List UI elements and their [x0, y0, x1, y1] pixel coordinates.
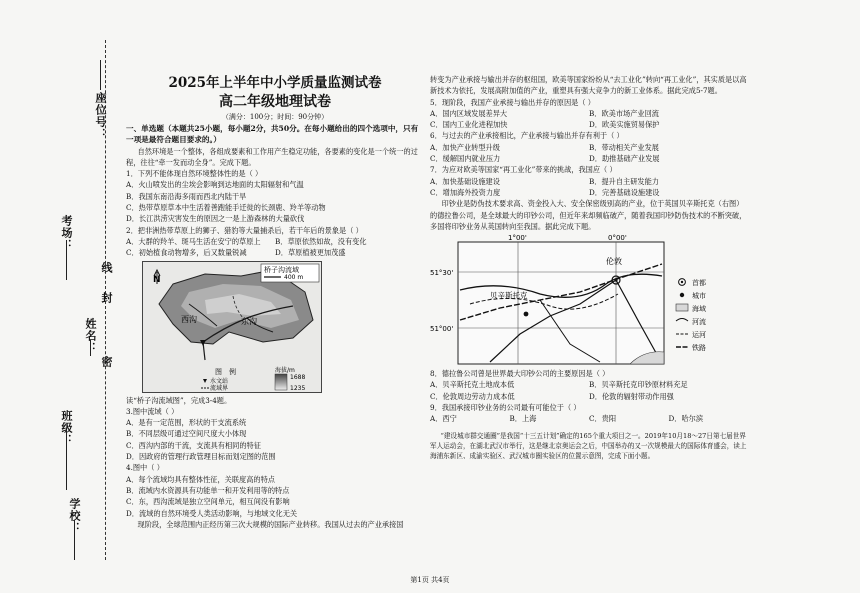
lat-label-1: 51°30' — [430, 269, 454, 278]
london-label: 伦敦 — [606, 257, 622, 267]
q7-option-a[interactable]: A．加快基础设施建设 — [430, 176, 500, 186]
legend-canal: 运河 — [692, 331, 706, 340]
north-arrow: N — [153, 274, 161, 285]
seat-blank[interactable] — [100, 60, 101, 90]
q3-option-b[interactable]: B．不同层级可通过空间尺度大小体现 — [126, 429, 247, 439]
q7-option-c[interactable]: C．增加海外投资力度 — [430, 187, 501, 197]
legend-title: 图 例 — [215, 367, 236, 376]
binding-strip — [0, 0, 118, 593]
q9-option-b[interactable]: B．上海 — [509, 414, 537, 424]
q7-option-d[interactable]: D．完善基础设施建设 — [589, 187, 660, 197]
q3-option-c[interactable]: C．西沟内部的干流，支流具有相同的特征 — [126, 440, 261, 450]
altitude-low: 1235 — [290, 384, 306, 392]
q1-option-a[interactable]: A．火山喷发出的尘埃会影响到达地面的太阳辐射和气温 — [126, 180, 304, 190]
basingstoke-map — [430, 234, 748, 366]
q2-option-d[interactable]: D．草原植被更加茂盛 — [275, 248, 346, 258]
map-left-scale: 400 m — [284, 273, 304, 281]
q5-option-d[interactable]: D．欧美实施贸易保护 — [589, 120, 660, 130]
exam-room-label: 考场： — [60, 215, 73, 251]
q10-intro: “建设城市群交通圈”是我国“十三五计划”确定的165个重大项目之一。2019年10月18～27日第七届世界军人运动会，在湖北武汉市举行，这是继北京奥运会之后，中国举办的又一次规模最大的国际体育盛会，读上海浦东新区、成渝实验区、武汉城市圈实验区的位置示意图，完成下面小题。 — [430, 431, 747, 461]
q9-stem: 9．我国承接印钞业务的公司最有可能位于（ ） — [430, 403, 581, 413]
exam-title: 2025年上半年中小学质量监测试卷 — [168, 75, 382, 91]
basingstoke-marker — [524, 312, 529, 317]
altitude-high: 1688 — [290, 373, 306, 381]
lat-label-2: 51°00' — [430, 325, 454, 334]
q1-stem: 1．下列不能体现自然环境整体性的是（ ） — [126, 169, 263, 179]
q2-option-c[interactable]: C．初始植食动物增多，后又数量锐减 — [126, 248, 247, 258]
q6-option-c[interactable]: C．缓解国内就业压力 — [430, 154, 501, 164]
legend-railway: 铁路 — [692, 344, 706, 353]
line-mark: 线 — [100, 262, 113, 274]
left-column — [126, 74, 424, 530]
q2-option-a[interactable]: A．大群的羚羊、斑马生活在安宁的草原上 — [126, 236, 261, 246]
q7-stem: 7．为应对欧美等国家“再工业化”带来的挑战，我国应（ ） — [430, 165, 617, 175]
q6-option-d[interactable]: D．助推基础产业发展 — [589, 154, 660, 164]
section-heading: 一、单选题（本题共25小题，每小题2分，共50分。在每小题给出的四个选项中，只有一项是最符合题目要求的。） — [126, 124, 419, 145]
q6-stem: 6．与过去的产业承接相比，产业承接与输出并存有利于（ ） — [430, 131, 624, 141]
seat-label: 座位号： — [94, 92, 107, 140]
map-left-title: 桥子沟流域 — [264, 265, 299, 274]
q3-4-intro: 读“桥子沟流域图”，完成3-4题。 — [126, 395, 232, 405]
school-blank[interactable] — [74, 520, 75, 560]
exam-room-blank[interactable] — [66, 240, 67, 280]
q8-option-d[interactable]: D．伦敦的辐射带动作用强 — [589, 391, 674, 401]
q6-option-a[interactable]: A．加快产业转型升级 — [430, 142, 500, 152]
class-blank[interactable] — [66, 430, 67, 490]
q4-stem: 4.图中（ ） — [126, 463, 164, 473]
q6-option-b[interactable]: B．带动相关产业发展 — [589, 142, 659, 152]
q5-option-a[interactable]: A．国内区域发展差异大 — [430, 108, 508, 118]
secret-mark: 密 — [100, 356, 113, 368]
legend-city: 城市 — [692, 292, 706, 301]
q2-option-b[interactable]: B．草原依然如故，没有变化 — [275, 236, 367, 246]
q5-option-b[interactable]: B．欧美市场产业回流 — [589, 108, 659, 118]
lon-label-2: 0°00' — [608, 234, 627, 243]
class-label: 班级： — [60, 410, 73, 446]
q1-2-intro: 自然环境是一个整体，各组成要素和工作用产生稳定功能，各要素的变化是一个统一的过程，往往“牵一发而动全身”。完成下题。 — [126, 146, 418, 167]
q5-option-c[interactable]: C．国内工业化进程加快 — [430, 120, 508, 130]
q9-option-d[interactable]: D．哈尔滨 — [668, 414, 704, 424]
q4-option-c[interactable]: C．东，西沟流域是独立空间单元，相互间没有影响 — [126, 497, 290, 507]
legend-sea: 海域 — [692, 305, 706, 314]
q8-option-b[interactable]: B．贝辛斯托克印钞原材料充足 — [589, 380, 688, 390]
q3-stem: 3.图中流域（ ） — [126, 406, 179, 416]
seal-mark: 封 — [100, 292, 113, 304]
q4-option-a[interactable]: A．每个流域均具有整体性征，关联度高的特点 — [126, 474, 275, 484]
q9-option-a[interactable]: A．西宁 — [430, 414, 457, 424]
q3-option-a[interactable]: A．是有一定范围，形状的干支流系统 — [126, 418, 247, 428]
name-blank[interactable] — [90, 340, 91, 356]
q8-option-a[interactable]: A．贝辛斯托克土地成本低 — [430, 380, 515, 390]
q1-option-d[interactable]: D．长江洪涝灾害发生的原因之一是上游森林的大量砍伐 — [126, 214, 305, 224]
page-footer: 第1页 共4页 — [410, 576, 450, 584]
west-gully-label: 西沟 — [181, 314, 197, 324]
lon-label-1: 1°00' — [508, 234, 527, 243]
q5-stem: 5．现阶段，我国产业承接与输出并存的原因是（ ） — [430, 97, 595, 107]
q9-option-c[interactable]: C．贵阳 — [589, 414, 617, 424]
qiaozigou-basin-map — [142, 261, 322, 393]
q4-option-b[interactable]: B．流域内水资源具有功能单一和开发利用等的特点 — [126, 485, 290, 495]
legend-altitude: 海拔/m — [275, 366, 295, 374]
legend-river: 河流 — [692, 318, 706, 327]
q5-7-intro-start: 现阶段，全球范围内正经历第三次大规模的国际产业转移。我国从过去的产业承接国 — [137, 519, 404, 529]
q5-7-intro-cont: 转变为产业承接与输出并存的枢纽国，欧美等国家纷纷从“去工业化”转向“再工业化”，其实质是以高新技术为依托，发展高附加值的产业，重塑具有强大竞争力的新工业体系。据此完成5-7题。 — [430, 75, 747, 96]
basingstoke-label: 贝辛斯托克 — [490, 291, 528, 301]
legend-capital: 首都 — [692, 279, 706, 288]
school-label: 学校： — [68, 498, 81, 534]
legend-station: 水文站 — [210, 377, 229, 385]
q2-stem: 2．把非洲热带草原上的狮子、猎豹等大量捕杀后，若干年后的景象是（ ） — [126, 225, 363, 235]
name-label: 姓名： — [84, 318, 97, 354]
q8-stem: 8．德拉鲁公司曾是世界最大印钞公司的主要原因是（ ） — [430, 369, 610, 379]
q4-option-d[interactable]: D．流域的自然环境受人类活动影响，与地域文化无关 — [126, 508, 298, 518]
q8-9-intro: 印钞业是防伪技术要求高、资金投入大、安全保密级别高的产业，位于英国贝辛斯托克（右图）的德拉鲁公司，是全球最大的印钞公司，但近年来却频临破产，随着我国印钞防伪技术的不断突破，多国将印钞业务从英国转向至我国。据此完成下题。 — [430, 199, 747, 231]
exam-meta: （满分：100分；时间：90分钟） — [221, 113, 329, 121]
exam-subtitle: 高二年级地理试卷 — [219, 94, 331, 110]
q8-option-c[interactable]: C．伦敦周边劳动力成本低 — [430, 391, 515, 401]
legend-boundary: 流域界 — [210, 384, 229, 392]
q7-option-b[interactable]: B．提升自主研发能力 — [589, 176, 659, 186]
q1-option-b[interactable]: B．我国东南沿海多雨而西北内陆干旱 — [126, 191, 247, 201]
q3-option-d[interactable]: D．因政府的管理行政管理目标而划定图的范围 — [126, 452, 276, 462]
east-gully-label: 东沟 — [241, 316, 257, 326]
right-column — [430, 74, 748, 462]
q1-option-c[interactable]: C．热带草原草本中生活着善跑能手迁徙的长颈鹿、羚羊等动物 — [126, 203, 326, 213]
